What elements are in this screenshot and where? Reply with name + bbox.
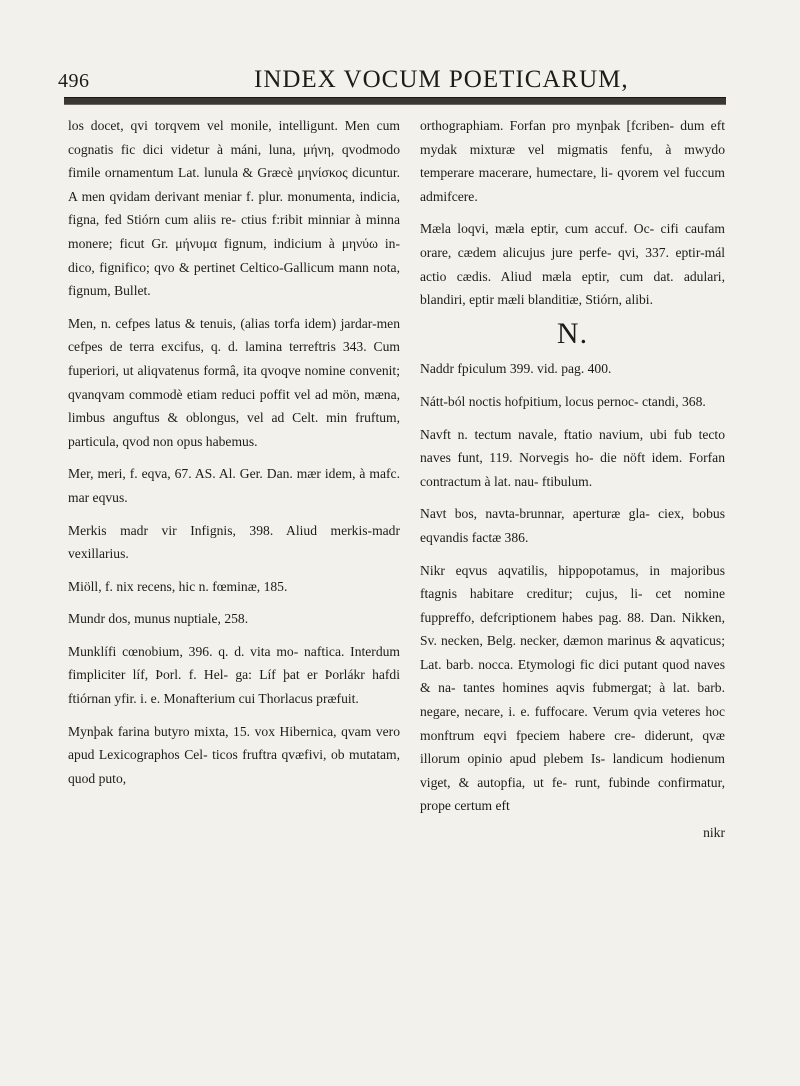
catchword: nikr: [703, 825, 725, 841]
section-letter: N.: [556, 316, 589, 350]
entry-paragraph: orthographiam. Forfan pro mynþak [fcriben- dum eft mydak mixturæ vel migmatis fenfu, à mwydo temperare macerare, humectare, li- qvorem vel fuccum admifcere.: [420, 118, 725, 204]
right-column: [420, 114, 725, 854]
entry-paragraph: Men, n. cefpes latus & tenuis, (alias torfa idem) jardar-men cefpes de terra excifus, q. d. lamina terreftris 343. Cum fuperiori, ut aliqvatenus formâ, ita qvoqve nomine convenit; qvanqvam commodè etiam reduci poffit vel ad mön, mæna, limbus anguftus & oblongus, vel ad Celt. min fruftum, particula, qvod non opus habemus.: [68, 315, 400, 449]
entry-paragraph: Mer, meri, f. eqva, 67. AS. Al. Ger. Dan. mær idem, à mafc. mar eqvus.: [68, 466, 400, 505]
entry-paragraph: Nikr eqvus aqvatilis, hippopotamus, in majoribus ftagnis habitare creditur; cujus, li- cet nomine fuppreffo, defcriptionem habes pag. 88. Dan. Nikken, Sv. necken, Belg. necker, dæmon marinus & aqvaticus; Lat. barb. nocca. Etymologi fic dici putant quod naves & na- tantes homines aqvis fubmergat; à lat. barb. negare, necare, i. e. fuffocare. Verum qvia veteres hoc monftrum eqvi fpeciem habere cre- diderunt, qvæ illorum opinio apud plebem Is- landicum hodienum viget, & autopfia, ut fe- runt, fubinde confirmatur, prope certum eft: [420, 562, 725, 814]
entry-paragraph: Miöll, f. nix recens, hic n. fœminæ, 185.: [68, 578, 288, 594]
running-title: INDEX VOCUM POETICARUM,: [254, 66, 629, 93]
entry-paragraph: los docet, qvi torqvem vel monile, intelligunt. Men cum cognatis fic dici videtur à máni, luna, μήνη, qvodmodo fimile ornamentum Lat. lunula & Græcè μηνίσκος dicuntur. A men qvidam derivant meniar f. plur. monumenta, indicia, figna, fed Stiórn cum aliis re- ctius f:ribit minniar à minna monere; ficut Gr. μήνυμα fignum, indicium à μηνύω in- dico, fignifico; qvo & pertinet Celtico-Gallicum mann nota, fignum, Bullet.: [68, 118, 400, 299]
header-rule: [64, 97, 726, 105]
entry-paragraph: Navft n. tectum navale, ftatio navium, ubi fub tecto naves funt, 119. Norvegis ho- die nöft idem. Forfan contractum à lat. nau- ftibulum.: [420, 426, 725, 489]
entry-paragraph: Merkis madr vir Infignis, 398. Aliud merkis-madr vexillarius.: [68, 522, 400, 562]
left-column: [68, 114, 400, 799]
entry-paragraph: Mundr dos, munus nuptiale, 258.: [68, 611, 249, 627]
page-header: [58, 62, 718, 102]
entry-paragraph: Mæla loqvi, mæla eptir, cum accuf. Oc- cifi caufam orare, cædem alicujus jure perfe- qvi, 337. eptir-mál actio cædis. Aliud mæla eptir, cum dat. adulari, blandiri, eptir mæli blanditiæ, Stiórn, alibi.: [420, 221, 725, 308]
entry-paragraph: Munklífi cœnobium, 396. q. d. vita mo- naftica. Interdum fimpliciter líf, Þorl. f. Hel- ga: Líf þat er Þorlákr hafdi ftiórnan yfir. i. e. Monafterium cui Thorlacus præfuit.: [68, 643, 400, 707]
entry-paragraph: Nátt-ból noctis hofpitium, locus pernoc- ctandi, 368.: [420, 393, 706, 409]
entry-paragraph: Naddr fpiculum 399. vid. pag. 400.: [420, 361, 612, 377]
entry-paragraph: Mynþak farina butyro mixta, 15. vox Hibernica, qvam vero apud Lexicographos Cel- ticos fruftra qvæfivi, ob mutatam, quod puto,: [68, 723, 400, 786]
entry-paragraph: Navt bos, navta-brunnar, aperturæ gla- ciex, bobus eqvandis factæ 386.: [420, 506, 725, 545]
page-number: 496: [58, 70, 90, 92]
